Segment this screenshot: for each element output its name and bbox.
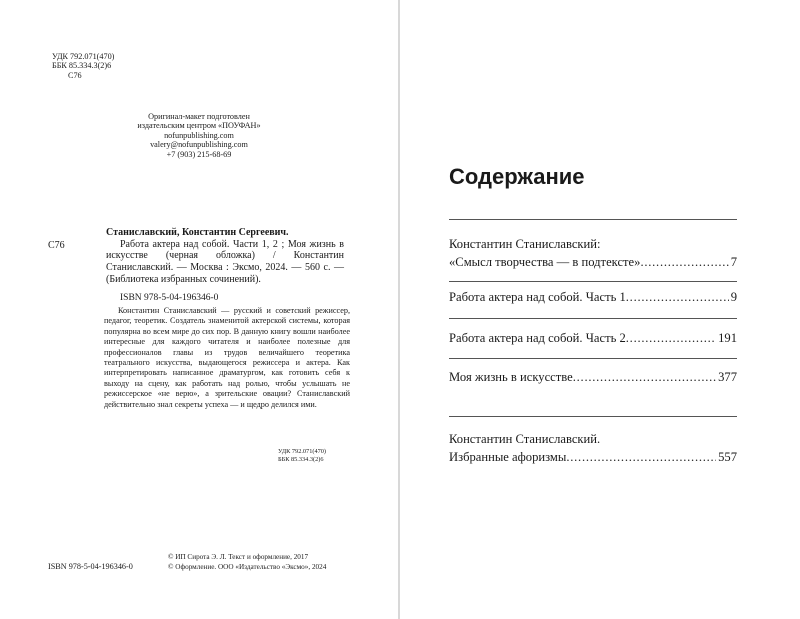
- toc-entry-title: Моя жизнь в искусстве: [449, 370, 573, 384]
- toc-entry-title: Работа актера над собой. Часть 2: [449, 331, 626, 345]
- right-page: [400, 0, 800, 619]
- maket-line: издательским центром «ПОУФАН»: [137, 121, 261, 131]
- maket-block: [0, 112, 398, 159]
- toc-entry-title: «Смысл творчества — в подтексте»: [449, 254, 641, 269]
- toc-leader-dots: [626, 330, 716, 348]
- toc-entry[interactable]: [449, 330, 737, 348]
- author-sign: С76: [48, 240, 65, 251]
- bibliographic-record: [106, 227, 344, 286]
- annotation: Константин Станиславский — русский и советский режиссер, педагог, теоретик. Создатель знаменитой актерской системы, которая популярна во всем мире до сих пор. В данную книгу вошли наиболее интересные для каждого читателя и наиболее полезные для профессионалов главы из трудов величайшего теоретика театрального искусства, выдающегося режиссера и актера. Как интерпретировать написанное драматургом, как готовить себя к выходу на сцену, как работать над ролью, чтобы услышать не режиссерское «не верю», а зрительские овации? Станиславский действительно знал секреты успеха — и щедро делился ими.: [104, 306, 350, 409]
- toc-leader-dots: [640, 254, 728, 272]
- toc-leader-dots: [573, 369, 716, 387]
- toc-page-number: 557: [718, 449, 737, 464]
- left-page: [0, 0, 398, 619]
- toc-page-number: 377: [718, 370, 737, 384]
- toc-separator: [449, 281, 737, 282]
- toc-separator: [449, 416, 737, 417]
- maket-line: Оригинал-макет подготовлен: [148, 112, 250, 121]
- toc-entry[interactable]: [449, 289, 737, 307]
- toc-entry[interactable]: [449, 236, 737, 271]
- copyright-line: © Оформление. ООО «Издательство «Эксмо», 2024: [168, 563, 327, 571]
- udk-line: УДК 792.071(470): [52, 52, 115, 61]
- toc-leader-dots: [626, 289, 729, 307]
- copyright-block: [168, 552, 326, 572]
- udk-small-line: УДК 792.071(470): [278, 448, 326, 455]
- udk-small-block: [278, 448, 326, 464]
- bbk-small-line: ББК 85.334.3(2)6: [278, 455, 324, 463]
- toc-title: Содержание: [449, 164, 585, 189]
- maket-website: nofunpublishing.com: [164, 130, 234, 140]
- toc-separator: [449, 358, 737, 359]
- bbk-line: ББК 85.334.3(2)6: [52, 61, 112, 71]
- isbn-bottom: ISBN 978-5-04-196346-0: [48, 562, 133, 571]
- toc-entry[interactable]: [449, 431, 737, 466]
- toc-leader-dots: [566, 449, 716, 467]
- udk-block: [52, 52, 114, 80]
- copyright-line: © ИП Сирота Э. Л. Текст и оформление, 2017: [168, 553, 309, 561]
- author-sign-line: С76: [68, 70, 82, 80]
- toc-page-number: 7: [730, 254, 737, 269]
- toc-entry-title: Работа актера над собой. Часть 1: [449, 290, 626, 304]
- author-heading: Станиславский, Константин Сергеевич.: [106, 227, 289, 238]
- maket-email: valery@nofunpublishing.com: [150, 140, 248, 150]
- maket-phone: +7 (903) 215-68-69: [166, 149, 232, 159]
- toc-entry-line: Константин Станиславский.: [449, 432, 601, 446]
- toc-page-number: 191: [718, 331, 737, 345]
- toc-entry-line: Константин Станиславский:: [449, 237, 601, 251]
- biblio-description: Работа актера над собой. Части 1, 2 ; Моя жизнь в искусстве (черная обложка) / Константин Станиславский. — Москва : Эксмо, 2024. — 560 с. — (Библиотека избранных сочинений).: [106, 238, 344, 285]
- toc-separator: [449, 219, 737, 220]
- isbn-record: ISBN 978-5-04-196346-0: [120, 293, 219, 303]
- toc-separator: [449, 318, 737, 319]
- toc-entry[interactable]: [449, 369, 737, 387]
- toc-entry-title: Избранные афоризмы: [449, 449, 567, 464]
- toc-page-number: 9: [730, 290, 737, 304]
